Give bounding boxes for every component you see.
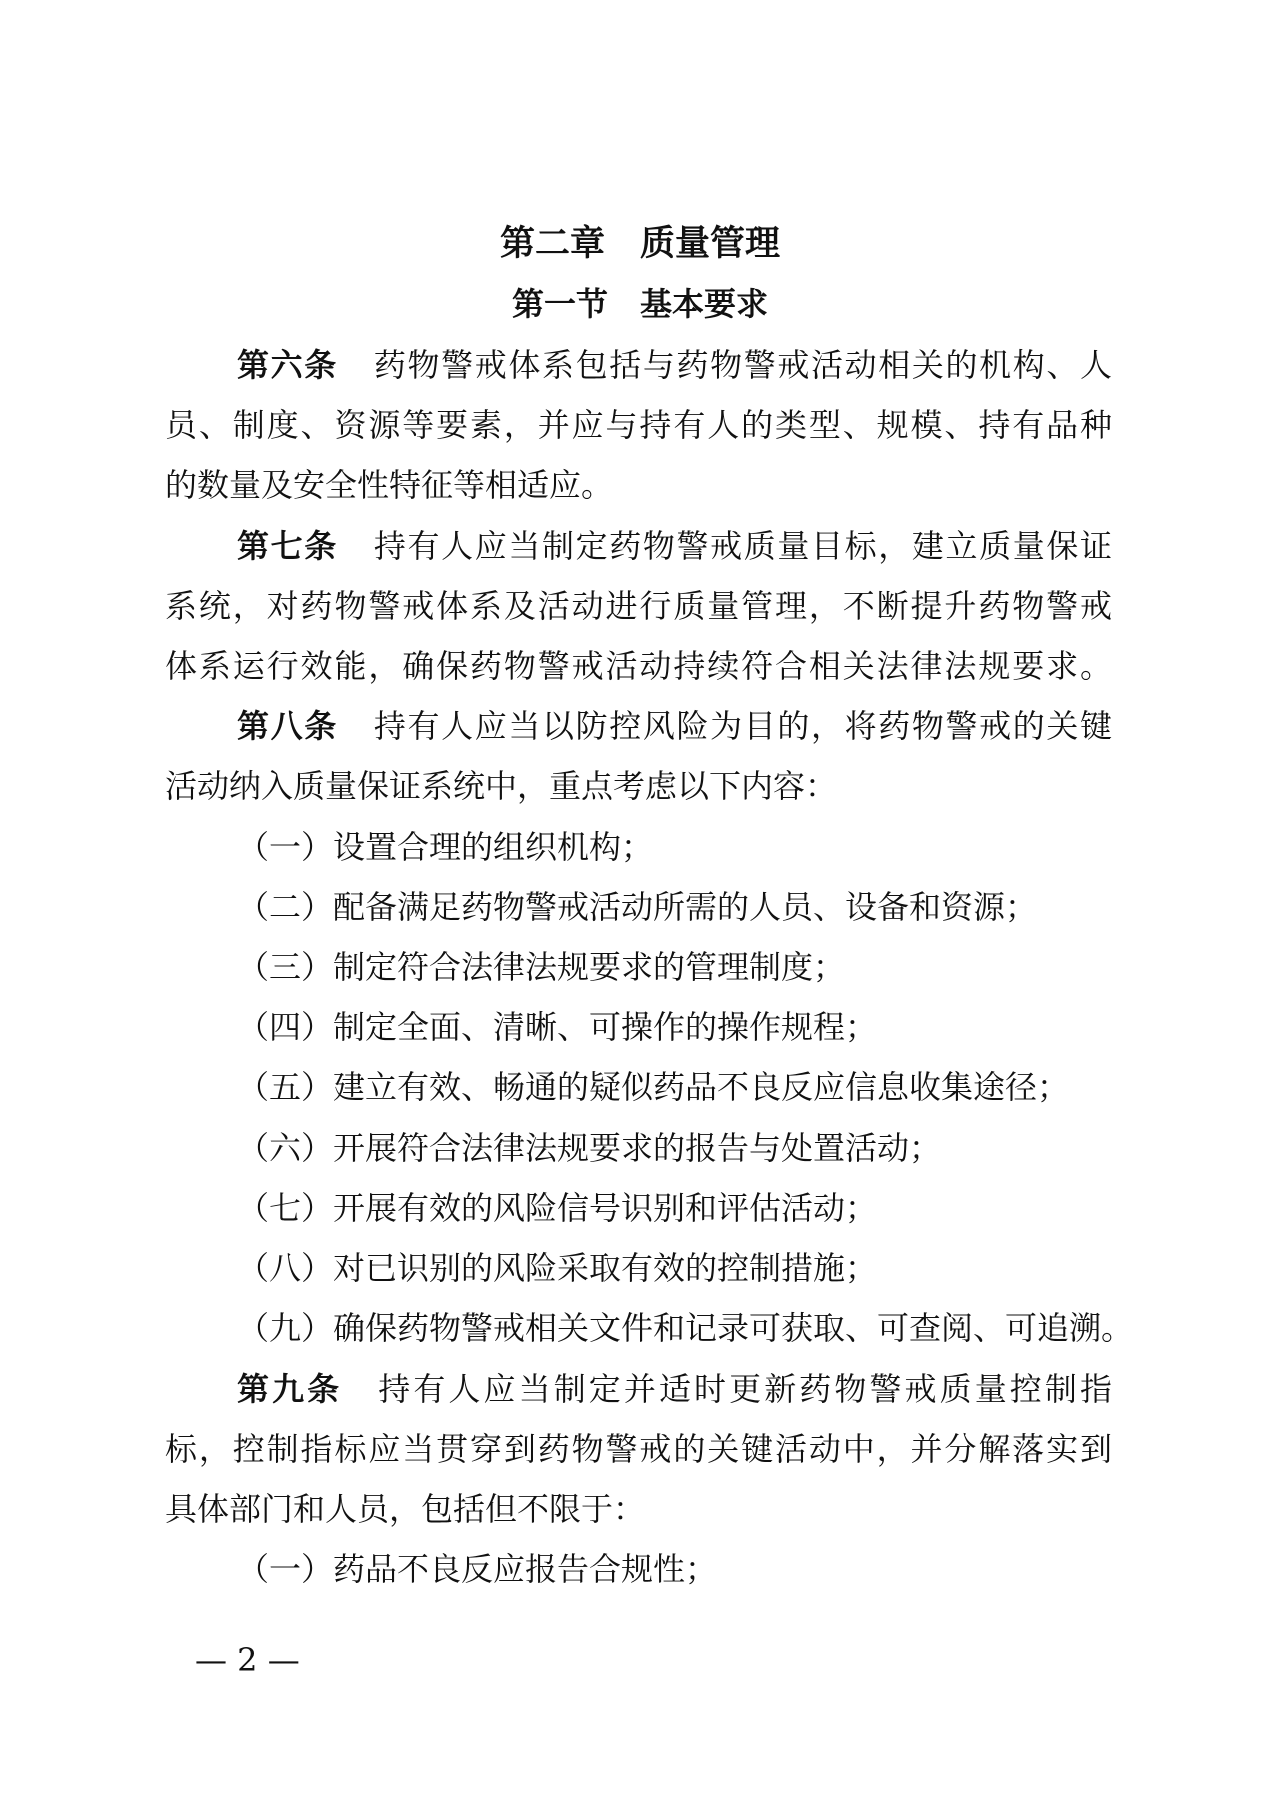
article-8-item-8: （八）对已识别的风险采取有效的控制措施； (237, 1249, 878, 1287)
article-6-text-1: 药物警戒体系包括与药物警戒活动相关的机构、人 (373, 346, 1112, 384)
section-title: 第一节 基本要求 (511, 285, 768, 323)
article-9-label: 第九条 (237, 1370, 343, 1408)
article-8-text-2: 活动纳入质量保证系统中，重点考虑以下内容： (165, 767, 838, 805)
article-6-label: 第六条 (237, 346, 338, 384)
article-8-label: 第八条 (237, 707, 338, 745)
article-8-item-5: （五）建立有效、畅通的疑似药品不良反应信息收集途径； (237, 1068, 1070, 1106)
chapter-title: 第二章 质量管理 (499, 224, 780, 264)
article-7-label: 第七条 (237, 527, 338, 565)
article-8-item-2: （二）配备满足药物警戒活动所需的人员、设备和资源； (237, 888, 1038, 926)
article-7-text-1: 持有人应当制定药物警戒质量目标，建立质量保证 (373, 527, 1112, 565)
article-8-item-9: （九）确保药物警戒相关文件和记录可获取、可查阅、可追溯。 (237, 1309, 1134, 1347)
article-9-text-2: 标，控制指标应当贯穿到药物警戒的关键活动中，并分解落实到 (165, 1430, 1112, 1468)
article-8-text-1: 持有人应当以防控风险为目的，将药物警戒的关键 (373, 707, 1112, 745)
article-8-first-line (237, 698, 1112, 754)
article-6-text-3: 的数量及安全性特征等相适应。 (165, 466, 614, 504)
article-8-item-4: （四）制定全面、清晰、可操作的操作规程； (237, 1008, 878, 1046)
article-9-text-3: 具体部门和人员，包括但不限于： (165, 1490, 646, 1528)
article-9-item-1: （一）药品不良反应报告合规性； (237, 1550, 718, 1588)
article-7-text-3: 体系运行效能，确保药物警戒活动持续符合相关法律法规要求。 (165, 647, 1112, 685)
article-9-text-1: 持有人应当制定并适时更新药物警戒质量控制指 (378, 1370, 1112, 1408)
article-8-item-3: （三）制定符合法律法规要求的管理制度； (237, 948, 846, 986)
article-8-item-7: （七）开展有效的风险信号识别和评估活动； (237, 1189, 878, 1227)
article-6-text-2: 员、制度、资源等要素，并应与持有人的类型、规模、持有品种 (165, 406, 1112, 444)
article-7-first-line (237, 518, 1112, 574)
article-8-item-1: （一）设置合理的组织机构； (237, 828, 654, 866)
article-7-text-2: 系统，对药物警戒体系及活动进行质量管理，不断提升药物警戒 (165, 587, 1112, 625)
article-8-item-6: （六）开展符合法律法规要求的报告与处置活动； (237, 1129, 942, 1167)
page-number: — 2 — (195, 1641, 300, 1679)
article-6-first-line (237, 337, 1112, 393)
article-9-first-line (237, 1361, 1112, 1417)
